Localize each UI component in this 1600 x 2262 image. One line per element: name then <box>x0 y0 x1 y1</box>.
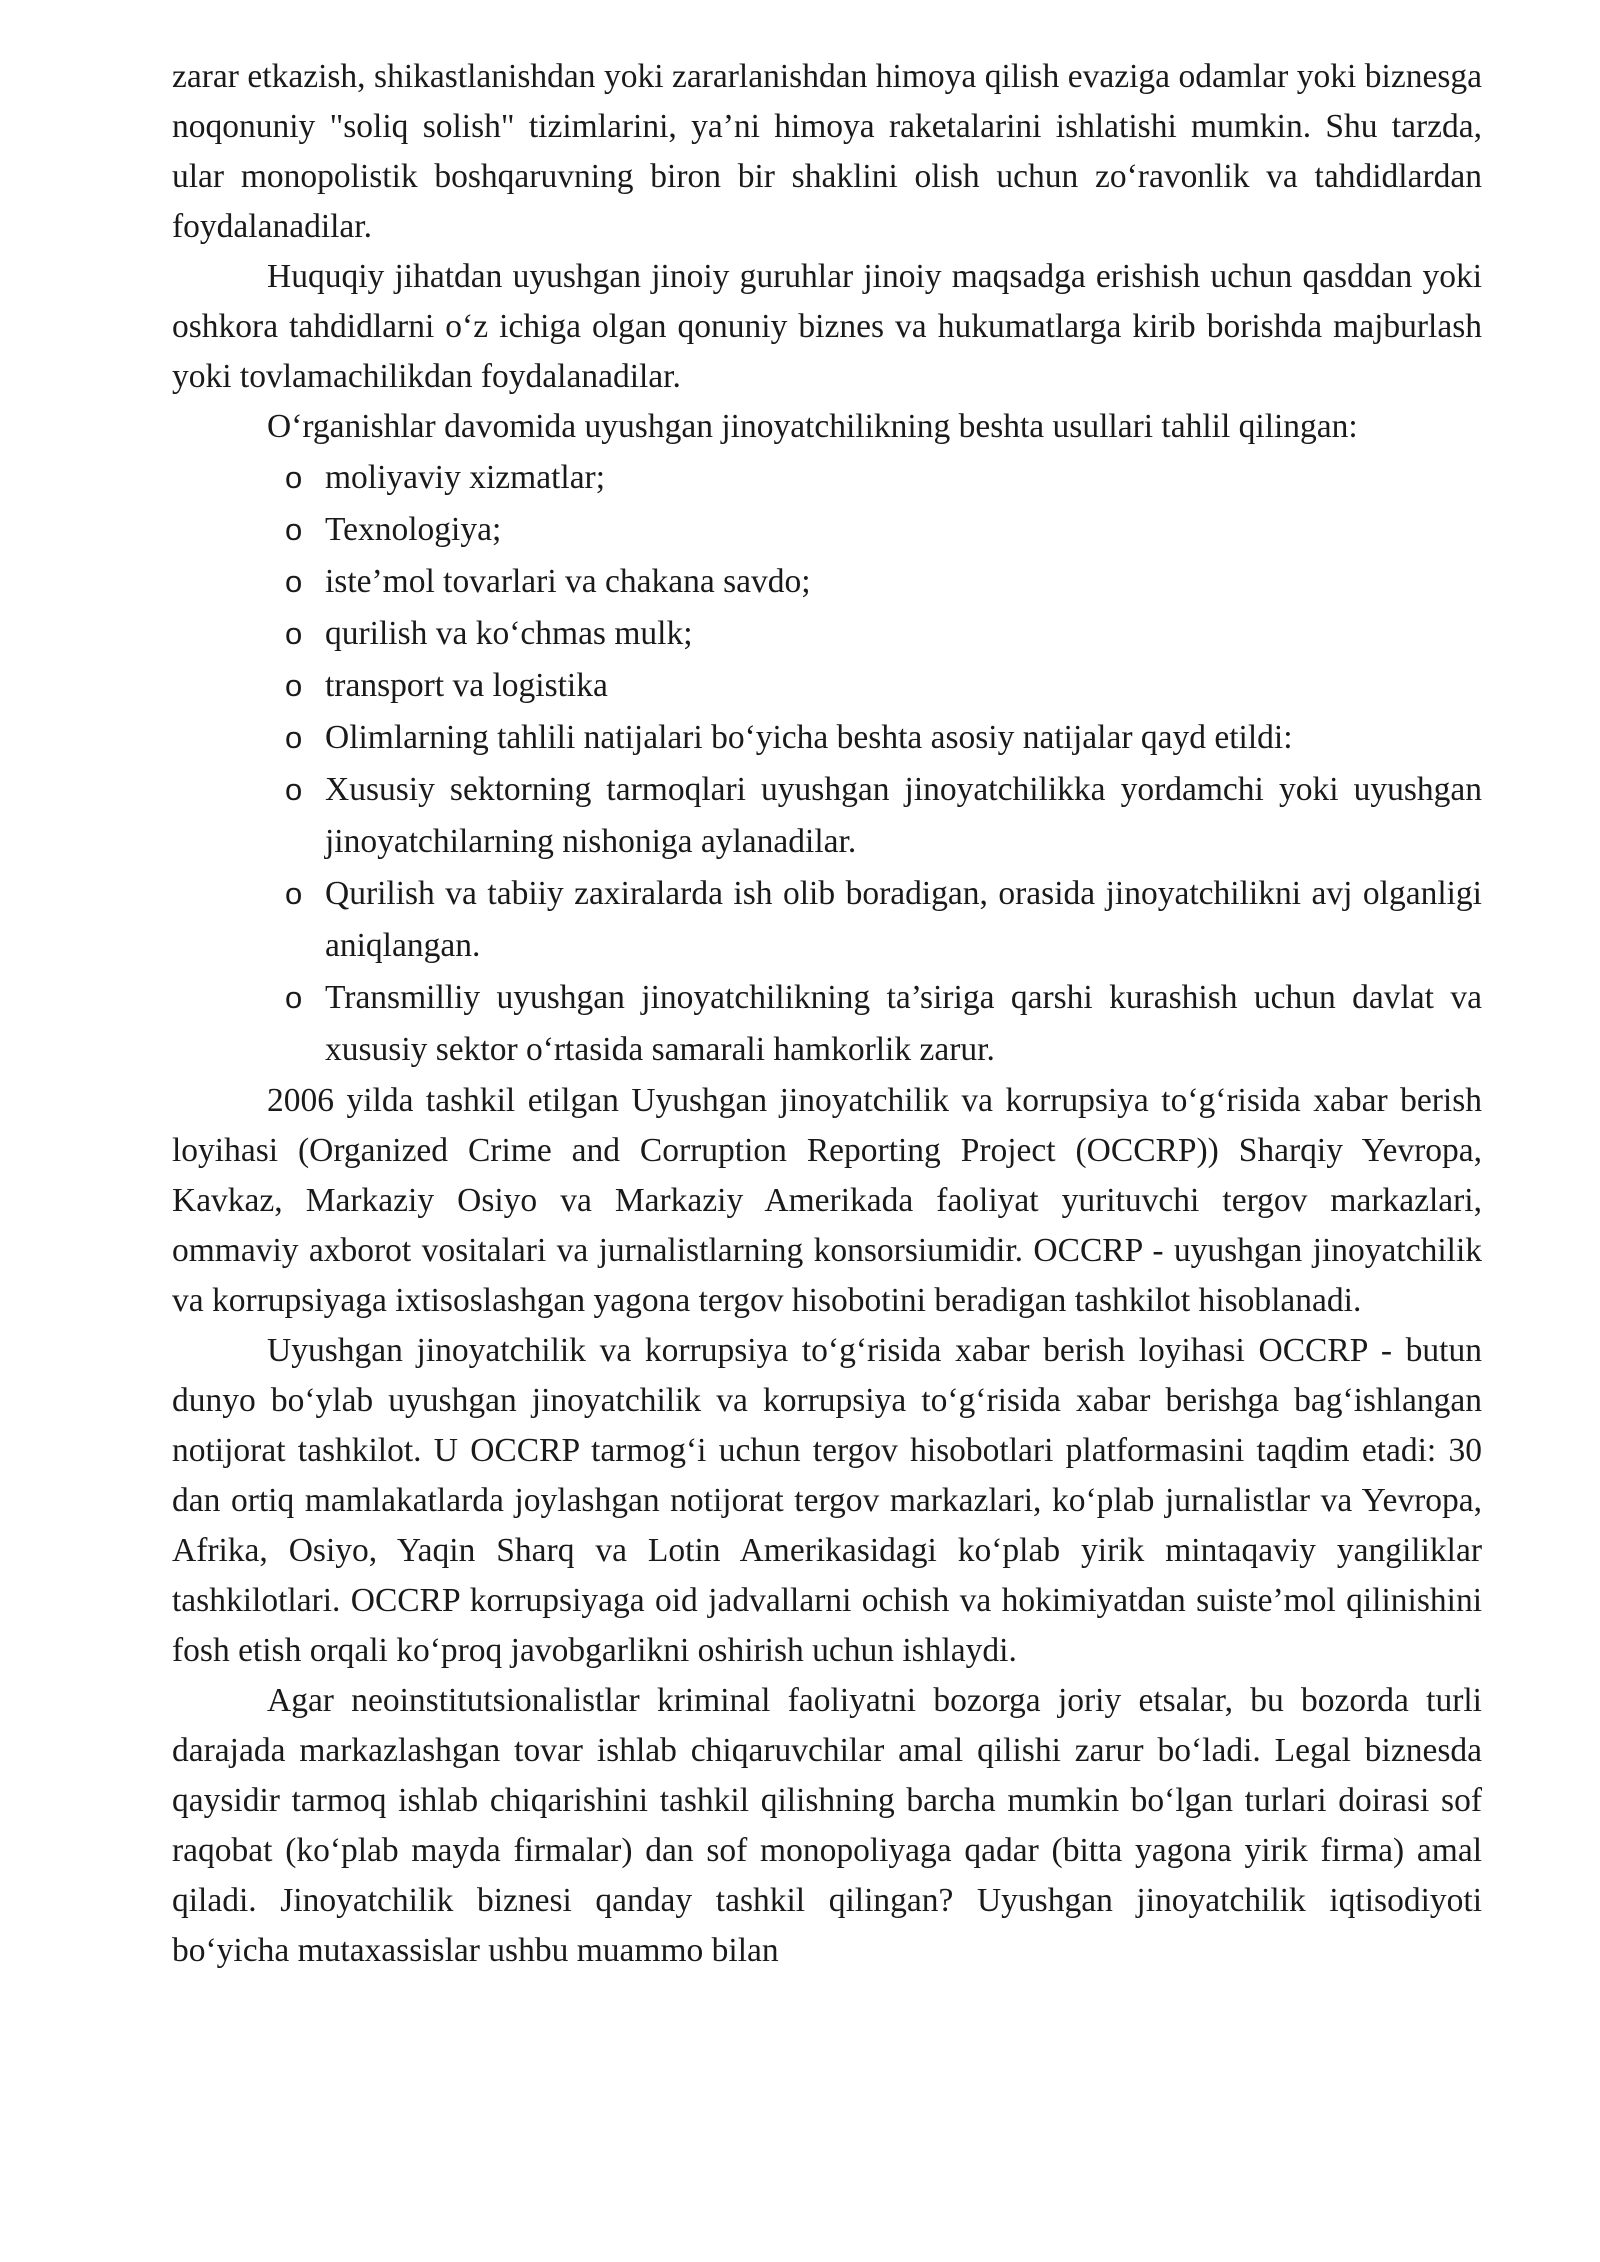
paragraph: O‘rganishlar davomida uyushgan jinoyatchilikning beshta usullari tahlil qilingan: <box>267 408 1358 445</box>
bullet-marker: o <box>285 980 303 1015</box>
list-item-text: Olimlarning tahlili natijalari bo‘yicha beshta asosiy natijalar qayd etildi: <box>325 719 1293 756</box>
paragraph: Uyushgan jinoyatchilik va korrupsiya to‘g‘risida xabar berish loyihasi OCCRP - butun dunyo bo‘ylab uyushgan jinoyatchilik va korrupsiya to‘g‘risida xabar berishga bag‘ishlangan notijorat tashkilot. U OCCRP tarmog‘i uchun tergov hisobotlari platformasini taqdim etadi: 30 dan ortiq mamlakatlarda joylashgan notijorat tergov markazlari, ko‘plab jurnalistlar va Yevropa, Afrika, Osiyo, Yaqin Sharq va Lotin Amerikasidagi ko‘plab yirik mintaqaviy yangiliklar tashkilotlari. OCCRP korrupsiyaga oid jadvallarni ochish va hokimiyatdan suiste’mol qilinishini fosh etish orqali ko‘proq javobgarlikni oshirish uchun ishlaydi. <box>172 1332 1482 1669</box>
list-item-text: Xususiy sektorning tarmoqlari uyushgan jinoyatchilikka yordamchi yoki uyushgan jinoyatchilarning nishoniga aylanadilar. <box>325 771 1482 860</box>
document-page <box>172 52 1482 1976</box>
list-item-text: Texnologiya; <box>325 511 502 548</box>
list-item-text: Qurilish va tabiiy zaxiralarda ish olib boradigan, orasida jinoyatchilikni avj olganligi aniqlangan. <box>325 875 1482 964</box>
bullet-marker: o <box>285 564 303 599</box>
paragraph: zarar etkazish, shikastlanishdan yoki zararlanishdan himoya qilish evaziga odamlar yoki biznesga noqonuniy "soliq solish" tizimlarini, ya’ni himoya raketalarini ishlatishi mumkin. Shu tarzda, ular monopolistik boshqaruvning biron bir shaklini olish uchun zo‘ravonlik va tahdidlardan foydalanadilar. <box>172 58 1482 245</box>
bullet-marker: o <box>285 616 303 651</box>
list-item <box>285 660 1482 712</box>
list-item <box>285 972 1482 1076</box>
bullet-marker: o <box>285 720 303 755</box>
bullet-marker: o <box>285 460 303 495</box>
bullet-marker: o <box>285 668 303 703</box>
list-item <box>285 712 1482 764</box>
list-item-text: iste’mol tovarlari va chakana savdo; <box>325 563 811 600</box>
paragraph: Agar neoinstitutsionalistlar kriminal faoliyatni bozorga joriy etsalar, bu bozorda turli darajada markazlashgan tovar ishlab chiqaruvchilar amal qilishi zarur bo‘ladi. Legal biznesda qaysidir tarmoq ishlab chiqarishini tashkil qilishning barcha mumkin bo‘lgan turlari doirasi sof raqobat (ko‘plab mayda firmalar) dan sof monopoliyaga qadar (bitta yagona yirik firma) amal qiladi. Jinoyatchilik biznesi qanday tashkil qilingan? Uyushgan jinoyatchilik iqtisodiyoti bo‘yicha mutaxassislar ushbu muammo bilan <box>172 1682 1482 1969</box>
list-item-text: Transmilliy uyushgan jinoyatchilikning ta’siriga qarshi kurashish uchun davlat va xususiy sektor o‘rtasida samarali hamkorlik zarur. <box>325 979 1482 1068</box>
list-item-text: transport va logistika <box>325 667 608 704</box>
list-item <box>285 504 1482 556</box>
paragraph: 2006 yilda tashkil etilgan Uyushgan jinoyatchilik va korrupsiya to‘g‘risida xabar berish loyihasi (Organized Crime and Corruption Reporting Project (OCCRP)) Sharqiy Yevropa, Kavkaz, Markaziy Osiyo va Markaziy Amerikada faoliyat yurituvchi tergov markazlari, ommaviy axborot vositalari va jurnalistlarning konsorsiumidir. OCCRP - uyushgan jinoyatchilik va korrupsiyaga ixtisoslashgan yagona tergov hisobotini beradigan tashkilot hisoblanadi. <box>172 1082 1482 1319</box>
bullet-marker: o <box>285 772 303 807</box>
list-item <box>285 608 1482 660</box>
bullet-list <box>172 452 1482 1076</box>
list-item <box>285 452 1482 504</box>
list-item <box>285 764 1482 868</box>
list-item-text: qurilish va ko‘chmas mulk; <box>325 615 693 652</box>
list-item-text: moliyaviy xizmatlar; <box>325 459 606 496</box>
list-item <box>285 556 1482 608</box>
paragraph: Huquqiy jihatdan uyushgan jinoiy guruhlar jinoiy maqsadga erishish uchun qasddan yoki oshkora tahdidlarni o‘z ichiga olgan qonuniy biznes va hukumatlarga kirib borishda majburlash yoki tovlamachilikdan foydalanadilar. <box>172 258 1482 395</box>
bullet-marker: o <box>285 876 303 911</box>
bullet-marker: o <box>285 512 303 547</box>
list-item <box>285 868 1482 972</box>
